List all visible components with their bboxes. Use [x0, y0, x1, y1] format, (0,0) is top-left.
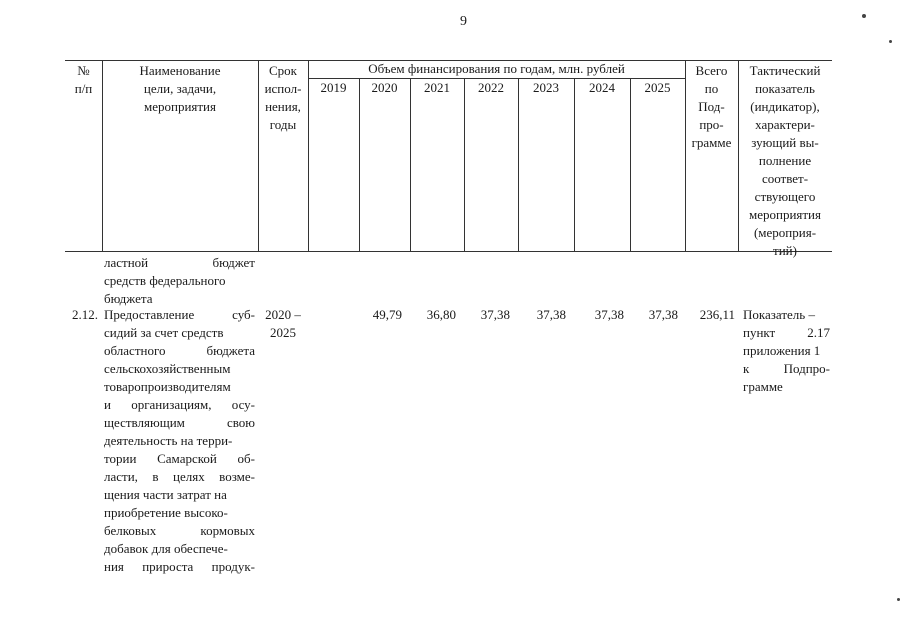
row-indicator: Показатель – пункт 2.17 приложения 1 к Подпро- грамме — [743, 307, 830, 394]
col-divider-2021 — [464, 78, 465, 252]
row-term: 2020 – 2025 — [265, 307, 301, 340]
header-year-2020: 2020 — [371, 80, 398, 95]
row-value-2023: 37,38 — [536, 307, 566, 322]
header-total: Всего по Под- про- грамме — [691, 63, 732, 150]
header-year-2021: 2021 — [424, 80, 450, 95]
header-year-2024: 2024 — [589, 80, 615, 95]
header-year-2023: 2023 — [533, 80, 559, 95]
row-total: 236,11 — [699, 307, 735, 322]
header-num: № п/п — [74, 63, 93, 96]
col-divider-2023 — [574, 78, 575, 252]
continuation-text: ластной бюджет средств федерального бюджета — [104, 255, 255, 306]
scan-speck — [862, 14, 866, 18]
row-name: Предоставление суб- сидий за счет средств областного бюджета сельскохозяйственным товаропроизводителям и организациям, осу- ществляющим свою деятельность на терри- тории Самарской об- ласти, в целях возме- щения части затрат на приобретение высоко- белковых кормовых добавок для обеспече- ния прироста продук- — [104, 307, 255, 574]
col-divider-2019 — [359, 78, 360, 252]
scan-speck — [889, 40, 892, 43]
header-year-2022: 2022 — [478, 80, 504, 95]
header-bottom-border — [65, 251, 832, 252]
page-number: 9 — [460, 14, 467, 29]
header-indicator: Тактический показатель (индикатор), характери- зующий вы- полнение соответ- ствующего мероприятия (мероприя- тий) — [748, 63, 821, 258]
row-value-2025: 37,38 — [648, 307, 678, 322]
row-value-2024: 37,38 — [594, 307, 624, 322]
row-value-2021: 36,80 — [426, 307, 456, 322]
row-value-2022: 37,38 — [480, 307, 510, 322]
row-number: 2.12. — [72, 307, 98, 322]
header-year-2019: 2019 — [320, 80, 347, 95]
header-term: Срок испол- нения, годы — [264, 63, 302, 132]
header-funding-title: Объем финансирования по годам, млн. рублей — [368, 61, 625, 76]
scan-speck — [897, 598, 900, 601]
header-year-2025: 2025 — [644, 80, 671, 95]
col-divider-2022 — [518, 78, 519, 252]
col-divider-2024 — [630, 78, 631, 252]
col-divider-2020 — [410, 78, 411, 252]
row-value-2020: 49,79 — [372, 307, 402, 322]
header-name: Наименование цели, задачи, мероприятия — [139, 63, 221, 114]
